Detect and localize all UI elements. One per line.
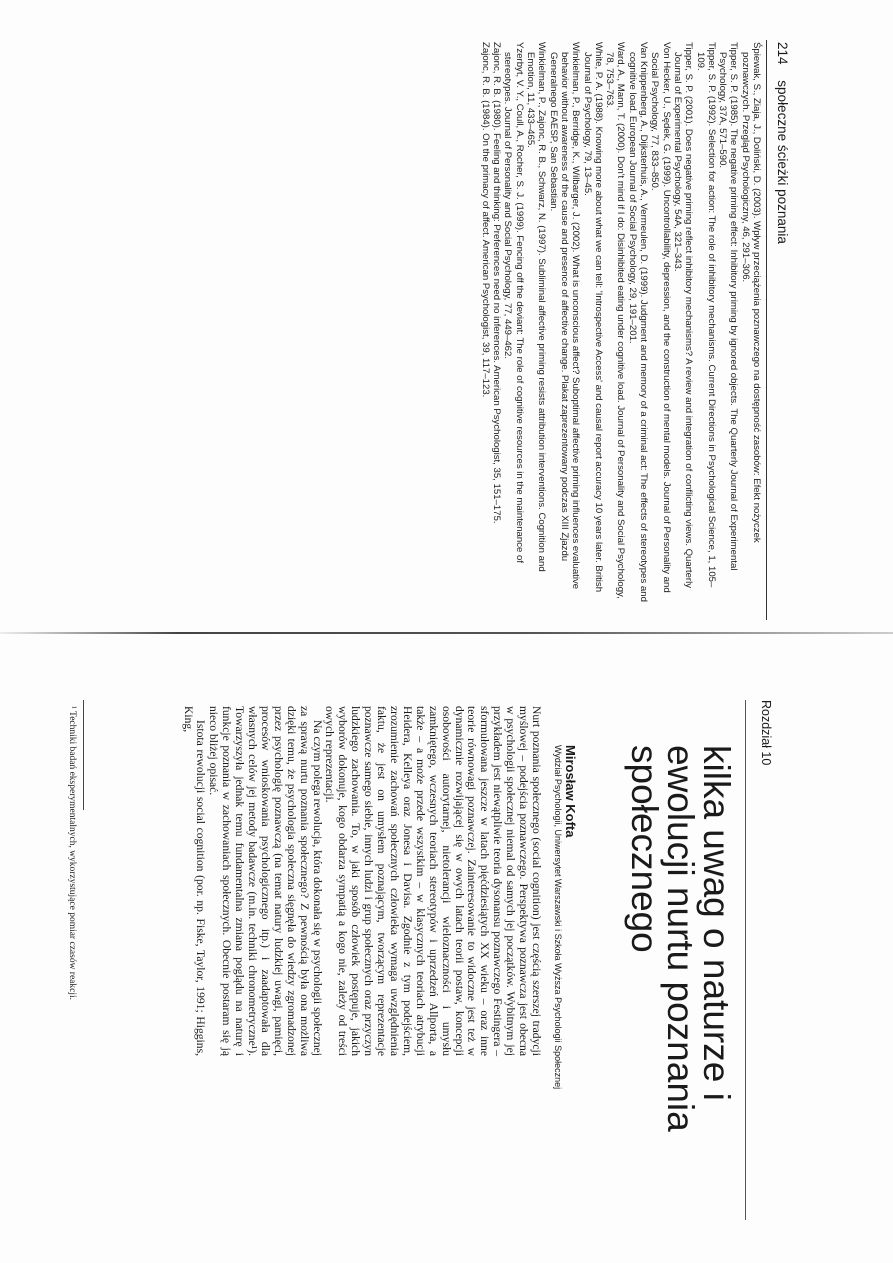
chapter-label: Rozdział 10 — [759, 700, 773, 766]
paragraph: Na czym polega rewolucja, która dokonała się w psychologii społecznej za sprawą nurtu poznania społecznego? Z pewnością była ona możliwa dzięki temu, że psychologia społeczna sięgnęła do wiedzy zgromadzonej przez psychologię poznawczą (na temat natury ludzkiej uwagi, pamięci, procesów wnioskowania psychologicznego itp.) i zaadaptowała dla własnych celów jej metody badawcze (m.in. techniki chronometryczne¹). Towarzyszyła jednak temu fundamentalna zmiana poglądu na naturę i funkcje poznania w zachowaniach społecznych. Obecnie postaram się ją nieco bliżej opisać. — [207, 706, 324, 1056]
reference-entry: Tipper, S. P. (1992). Selection for action: The role of inhibitory mechanisms. Current Directions in Psychological Science, 1, 105–109. — [694, 42, 717, 588]
paragraph: Istota rewolucji social cognition (por. np. Fiske, Taylor, 1991; Higgins, King, — [181, 706, 208, 1056]
reference-entry: Tipper, S. P. (1985). The negative priming effect: Inhibitory priming by ignored objects. The Quarterly Journal of Experimental Psychology, 37A, 571–590. — [717, 42, 740, 571]
reference-entry: Ward, A., Mann, T. (2000). Don't mind if I do: Disinhibited eating under cognitive load. Journal of Personality and Social Psychology, 78, 753–763. — [604, 42, 627, 599]
running-head-title: społeczne ścieżki poznania — [775, 80, 790, 244]
body-text — [181, 706, 542, 1056]
reference-entry: Winkielman, P., Zajonc, R. B., Schwarz, N. (1997). Subliminal affective priming resists attribution interventions. Cognition and Emotion, 11, 433–465. — [525, 42, 548, 572]
page-divider — [0, 632, 893, 634]
reference-entry: White, P. A. (1988). Knowing more about what we can tell: 'Introspective Access' and causal report accuracy 10 years later. British Journal of Psychology, 79, 13–45. — [581, 42, 604, 593]
reference-entry: Van Knippenberg, A., Dijksterhuis, A., Vermeulen, D. (1999). Judgment and memory of a criminal act: The effects of stereotypes and cognitive load. European Journal of Social Psychology, 29, 191–201. — [626, 42, 650, 602]
reference-entry: Von Hecker, U., Sędek, G. (1999). Uncontrollability, depression, and the construction of mental models. Journal of Personality and Social Psychology, 77, 833–850. — [649, 42, 672, 593]
reference-entry: Yzerbyt, V. Y., Coull, A., Rocher, S. J. (1999). Fencing off the deviant: The role of cognitive resources in the maintenance of stereotypes. Journal of Personality and Social Psychology, 77, 449–462. — [502, 42, 525, 564]
footnote: ¹ Techniki badań eksperymentalnych, wykorzystujące pomiar czasów reakcji. — [67, 706, 77, 1001]
reference-entry: Zajonc, R. B. (1980). Feeling and thinking: Preferences need no inferences. American Psychologist, 35, 151–175. — [491, 42, 503, 524]
header-rule — [766, 40, 767, 620]
paragraph: Nurt poznania społecznego (social cognition) jest częścią szerszej tradycji myślowej – podejścia poznawczego. Perspektywa poznawcza jest obecna w psychologii społecznej niemal od samych jej początków. Wybitnym jej przykładem jest niewątpliwie teoria dysonansu poznawczego Festingera – sformułowana jeszcze w latach pięćdziesiątych XX wieku – oraz inne teorie równowagi poznawczej. Zainteresowanie to widoczne jest też w dynamicznie rozwijającej się w owych latach teorii postaw, koncepcji osobowości autorytarnej, nietolerancji wieloznaczności i umysłu zamkniętego, wczesnych teoriach stereotypów i uprzedzeń Allporta, a także – a może przede wszystkim – w klasycznych teoriach atrybucji Heidera, Kelleya oraz Jonesa i Davisa. Zgodnie z tym podejściem, zrozumienie zachowań społecznych człowieka wymaga uwzględnienia faktu, że jest on umysłem poznającym, tworzącym reprezentacje poznawcze samego siebie, innych ludzi i grup społecznych oraz przyczyn ludzkiego zachowania. To, w jaki sposób człowiek postępuje, jakich wyborów dokonuje, kogo obdarza sympatią a kogo nie, zależy od treści owych reprezentacji. — [323, 706, 543, 1056]
running-head — [775, 42, 790, 642]
reference-list — [480, 42, 762, 602]
chapter-title: kilka uwag o naturze i ewolucji nurtu poznania społecznego — [624, 745, 737, 1132]
reference-entry: Tipper, S. P. (2001). Does negative priming reflect inhibitory mechanisms? A review and integration of conflicting views. Quarterly Journal of Experimental Psychology, 54A, 321–343. — [671, 42, 695, 589]
reference-entry: Śpiewak, S., Ziaja, J., Doliński, D. (2003). Wpływ przeciążenia poznawczego na dostępność zasobów: Efekt nożyczek poznawczych. Przegląd Psychologiczny, 46, 291–306. — [739, 42, 762, 543]
footnote-rule — [83, 700, 84, 810]
reference-entry: Winkielman, P., Berridge, K., Wilbarger, J. (2002). What is unconscious affect? Suboptimal affective priming influences evaluative behavior without awareness of the cause and presence of affective change. Plakat zaprezentowany podczas XIII Zjazdu Generalnego EAESP, San Sebastian. — [547, 42, 582, 590]
author-affiliation: Wydział Psychologii, Uniwersytet Warszawski i Szkoła Wyższa Psychologii Społecznej — [553, 745, 563, 1090]
page-number: 214 — [775, 42, 790, 65]
author-name: Mirosław Kofta — [563, 745, 578, 838]
chapter-rule — [745, 700, 746, 1220]
reference-entry: Zajonc, R. B. (1984). On the primacy of affect. American Psychologist, 39, 117–123. — [479, 42, 491, 398]
